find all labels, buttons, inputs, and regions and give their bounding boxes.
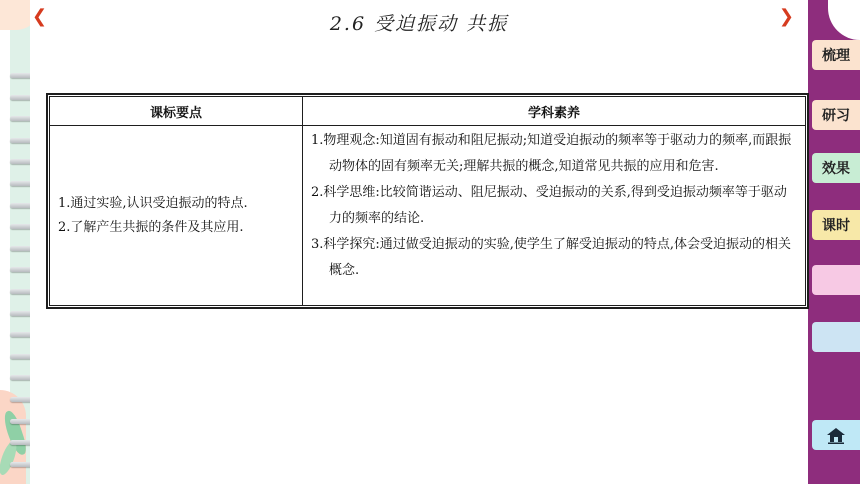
header-literacy: 学科素养 bbox=[303, 97, 806, 126]
tab-blank[interactable] bbox=[812, 322, 860, 352]
list-item: 1.通过实验,认识受迫振动的特点. bbox=[58, 195, 248, 211]
header-key-points: 课标要点 bbox=[50, 97, 303, 126]
list-item: 3.科学探究:通过做受迫振动的实验,使学生了解受迫振动的特点,体会受迫振动的相关概念. bbox=[311, 237, 792, 278]
table-header-row bbox=[50, 97, 806, 126]
home-button[interactable] bbox=[812, 420, 860, 450]
list-item: 2.科学思维:比较简谐运动、阻尼振动、受迫振动的关系,得到受迫振动频率等于驱动力的频率的结论. bbox=[311, 185, 787, 226]
page-title: 2.6 受迫振动 共振 bbox=[329, 12, 509, 35]
right-nav-band bbox=[808, 0, 860, 484]
tab-blank[interactable] bbox=[812, 265, 860, 295]
table-row bbox=[50, 126, 806, 306]
tab-yanxi[interactable]: 研习 bbox=[812, 100, 860, 130]
key-points-cell bbox=[50, 126, 303, 306]
tab-xiaoguo[interactable]: 效果 bbox=[812, 153, 860, 183]
tab-shuli[interactable]: 梳理 bbox=[812, 40, 860, 70]
home-icon bbox=[826, 426, 846, 444]
chevron-right-icon[interactable]: ❯ bbox=[778, 6, 794, 27]
tab-keshi[interactable]: 课时 bbox=[812, 210, 860, 240]
title-bar bbox=[30, 0, 808, 44]
chevron-left-icon[interactable]: ❮ bbox=[32, 6, 48, 27]
list-item: 2.了解产生共振的条件及其应用. bbox=[58, 219, 244, 235]
list-item: 1.物理观念:知道固有振动和阻尼振动;知道受迫振动的频率等于驱动力的频率,而跟振动物体的固有频率无关;理解共振的概念,知道常见共振的应用和危害. bbox=[311, 133, 792, 174]
standards-table bbox=[49, 96, 806, 306]
literacy-cell bbox=[303, 126, 806, 306]
